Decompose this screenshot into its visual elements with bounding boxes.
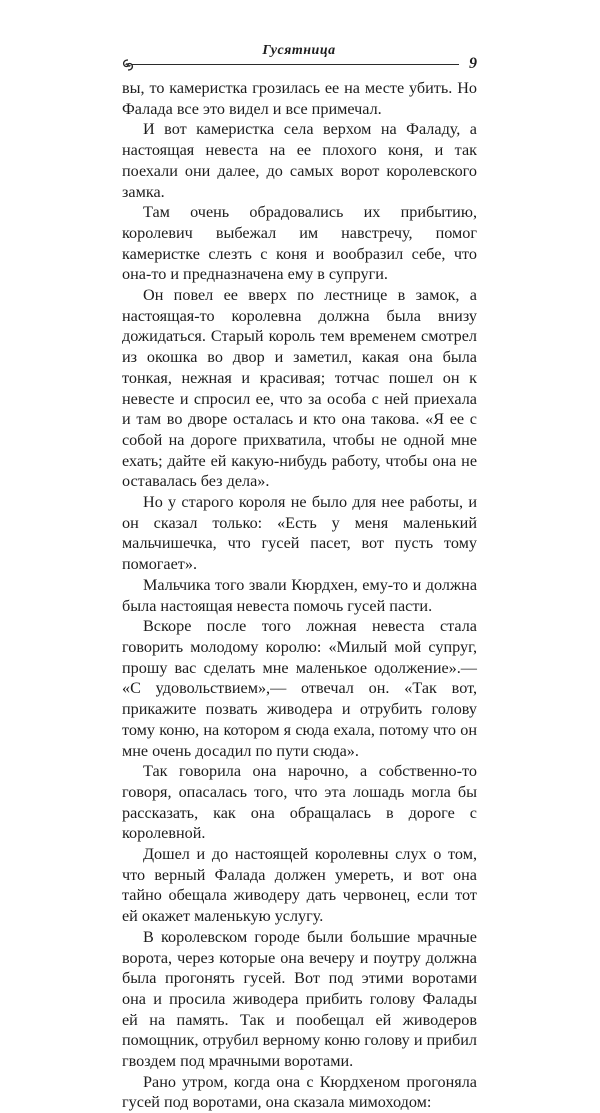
body-text [122,78,477,1113]
paragraph: Рано утром, когда она с Кюрдхеном прогоняла гусей под воротами, она сказала мимоходом: [122,1072,477,1112]
page-number: 9 [469,55,477,72]
paragraph: вы, то камеристка грозилась ее на месте убить. Но Фалада все это видел и все примечал. [122,79,477,118]
paragraph: Но у старого короля не было для нее работы, и он сказал только: «Есть у меня маленький мальчишечка, что гусей пасет, вот пусть тому помогает». [122,493,477,574]
running-header [121,40,477,78]
paragraph: В королевском городе были большие мрачные ворота, через которые она вечеру и поутру должна была прогонять гусей. Вот под этими воротами она и просила живодера прибить голову Фалады ей на память. Так и пообещал ей живодеров помощник, отрубил верному коню голову и прибил гвоздем под мрачными воротами. [122,927,477,1071]
header-rule [131,64,459,65]
paragraph: Там очень обрадовались их прибытию, королевич выбежал им навстречу, помог камеристке слезть с коня и вообразил себе, что она-то и предназначена ему в супруги. [122,203,477,284]
scroll-ornament-icon [121,58,135,72]
paragraph: Мальчика того звали Кюрдхен, ему-то и должна была настоящая невеста помочь гусей пасти. [122,575,477,615]
paragraph: И вот камеристка села верхом на Фаладу, а настоящая невеста на ее плохого коня, и так поехали они далее, до самых ворот королевского замка. [122,120,477,201]
chapter-title: Гусятница [262,43,336,58]
paragraph: Он повел ее вверх по лестнице в замок, а настоящая-то королевна должна была внизу дожидаться. Старый король тем временем смотрел из окошка во двор и заметил, какая она была тонкая, нежная и красивая; тотчас пошел он к невесте и спросил ее, что за особа с ней приехала и там во дворе осталась и кто она такова. «Я ее с собой на дороге прихватила, чтобы не одной мне ехать; дайте ей какую-нибудь работу, чтобы она не оставалась без дела». [122,286,477,491]
paragraph: Вскоре после того ложная невеста стала говорить молодому королю: «Милый мой супруг, прошу вас сделать мне маленькое одолжение».— «С удовольствием»,— отвечал он. «Так вот, прикажите позвать живодера и отрубить голову тому коню, на котором я сюда ехала, потому что он мне очень досадил по пути сюда». [122,617,477,760]
paragraph: Так говорила она нарочно, а собственно-то говоря, опасалась того, что эта лошадь могла бы рассказать, как она обращалась в дороге с королевной. [122,762,477,843]
paragraph: Дошел и до настоящей королевны слух о том, что верный Фалада должен умереть, и вот она тайно обещала живодеру дать червонец, если тот ей окажет маленькую услугу. [122,845,477,926]
